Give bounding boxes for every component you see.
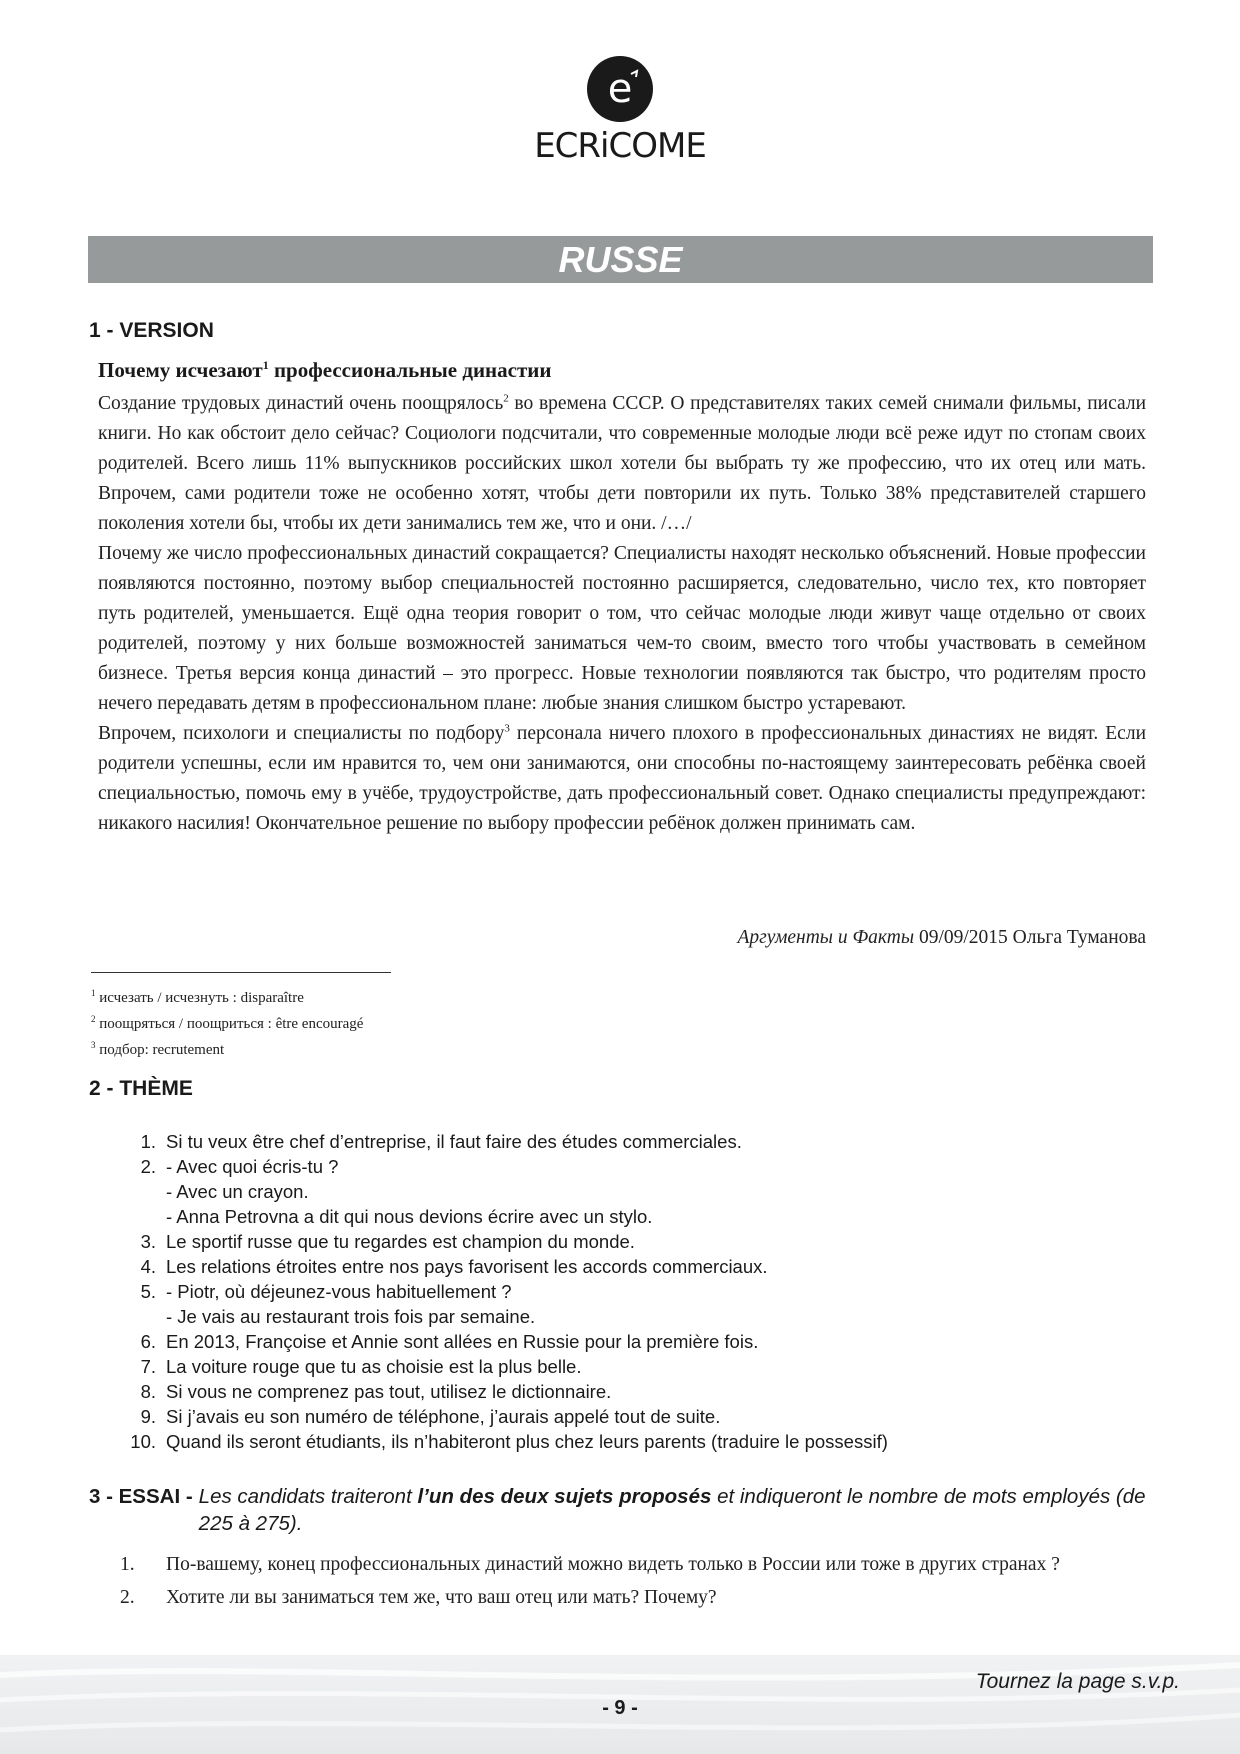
theme-item-line: En 2013, Françoise et Annie sont allées en Russie pour la première fois.: [166, 1331, 759, 1352]
theme-item-line: - Je vais au restaurant trois fois par semaine.: [166, 1306, 536, 1327]
theme-item: [120, 1379, 1020, 1404]
theme-item: [120, 1354, 1020, 1379]
footnote: $^3$ подбор: recrutement: [91, 1040, 225, 1058]
essai-instructions: Les candidats traiteront l’un des deux sujets proposés et indiqueront le nombre de mots employés (de 225 à 275).: [198, 1485, 1146, 1535]
theme-item-line: - Avec quoi écris-tu ?: [166, 1156, 339, 1177]
footnotes: [91, 983, 363, 1061]
theme-item-number: 6.: [140, 1331, 156, 1352]
source-citation: [738, 927, 1147, 949]
theme-item: [120, 1229, 1020, 1254]
footnote: $^2$ поощряться / поощриться : être encouragé: [91, 1014, 364, 1032]
theme-item: [120, 1429, 1020, 1454]
theme-item-number: 1.: [140, 1131, 156, 1152]
source-publication: Аргументы и Факты: [737, 927, 915, 948]
theme-item-number: 7.: [140, 1356, 156, 1377]
turn-page-note: Tournez la page s.v.p.: [975, 1670, 1180, 1693]
essai-topic: 2. Хотите ли вы заниматься тем же, что ваш отец или мать? Почему?: [120, 1587, 717, 1608]
theme-item-number: 3.: [140, 1231, 156, 1252]
version-title-start: Почему исчезают: [98, 358, 263, 382]
footnote-ref-3: 3: [504, 722, 510, 735]
version-paragraph: Почему же число профессиональных династий сокращается? Специалисты находят несколько объяснений. Новые профессии появляются постоянно, поэтому выбор специальностей постоянно расширяется, следовательно, число тех, кто повторяет путь родителей, уменьшается. Ещё одна теория говорит о том, что сейчас молодые люди живут чаще отдельно от своих родителей, поэтому у них больше возможностей заниматься чем-то своим, вместо того чтобы участвовать в семейном бизнесе. Третья версия конца династий – это прогресс. Новые технологии появляются так быстро, что родителям просто нечего передавать детям в профессиональном плане: любые знания слишком быстро устаревают.: [98, 543, 1146, 714]
theme-item-line: Si tu veux être chef d’entreprise, il faut faire des études commerciales.: [166, 1131, 742, 1152]
theme-item-line: Le sportif russe que tu regardes est champion du monde.: [166, 1231, 635, 1252]
subject-banner: RUSSE: [88, 236, 1153, 283]
page-number: - 9 -: [602, 1697, 638, 1719]
theme-heading: 2 - THÈME: [89, 1077, 193, 1100]
theme-item: [120, 1404, 1020, 1429]
theme-item-line: Les relations étroites entre nos pays favorisent les accords commerciaux.: [166, 1256, 768, 1277]
theme-item: [120, 1254, 1020, 1279]
theme-item-line: La voiture rouge que tu as choisie est la plus belle.: [166, 1356, 582, 1377]
theme-item-number: 5.: [140, 1281, 156, 1302]
essai-heading: 3 - ESSAI -: [89, 1485, 193, 1508]
essai-topics: [120, 1550, 1150, 1616]
footnote: $^1$ исчезать / исчезнуть : disparaître: [91, 988, 304, 1006]
theme-item: [120, 1279, 1020, 1329]
version-text: [98, 389, 1146, 839]
theme-item-line: - Avec un crayon.: [166, 1181, 309, 1202]
logo-letter: e: [607, 66, 633, 112]
essai-topic: 1. По-вашему, конец профессиональных династий можно видеть только в России или тоже в других странах ?: [120, 1554, 1060, 1575]
theme-item-number: 4.: [140, 1256, 156, 1277]
footnote-ref-1: 1: [262, 358, 269, 372]
theme-item-line: - Piotr, où déjeunez-vous habituellement ?: [166, 1281, 512, 1302]
logo-name: ECRiCOME: [534, 126, 706, 166]
source-date-author: 09/09/2015 Ольга Туманова: [914, 927, 1146, 948]
theme-item-line: Si j’avais eu son numéro de téléphone, j’aurais appelé tout de suite.: [166, 1406, 721, 1427]
theme-item-line: - Anna Petrovna a dit qui nous devions écrire avec un stylo.: [166, 1206, 653, 1227]
footnote-ref-2: 2: [503, 392, 509, 405]
version-heading: 1 - VERSION: [89, 319, 214, 342]
theme-item-number: 8.: [140, 1381, 156, 1402]
essai-section: [89, 1483, 1154, 1537]
ecricome-logo: [0, 56, 1240, 166]
logo-emblem-icon: [587, 56, 653, 122]
theme-item-number: 9.: [140, 1406, 156, 1427]
version-paragraph: Впрочем, психологи и специалисты по подбору$^3$ персонала ничего плохого в профессиональных династиях не видят. Если родители успешны, если им нравится то, чем они занимаются, они способны по-настоящему заинтересовать ребёнка своей специальностью, помочь ему в учёбе, трудоустройстве, дать профессиональный совет. Однако специалисты предупреждают: никакого насилия! Окончательное решение по выбору профессии ребёнок должен принимать сам.: [98, 722, 1146, 834]
footnote-divider: [91, 972, 391, 973]
theme-list: [120, 1129, 1020, 1454]
theme-item-number: 2.: [140, 1156, 156, 1177]
version-paragraph: Создание трудовых династий очень поощрялось$^2$ во времена СССР. О представителях таких семей снимали фильмы, писали книги. Но как обстоит дело сейчас? Социологи подсчитали, что современные молодые люди всё реже идут по стопам своих родителей. Всего лишь 11% выпускников российских школ хотели бы выбрать ту же профессию, что их отец или мать. Впрочем, сами родители тоже не особенно хотят, чтобы дети повторили их путь. Только 38% представителей старшего поколения хотели бы, чтобы их дети занимались тем же, что и они. /…/: [98, 392, 1147, 534]
theme-item: [120, 1129, 1020, 1154]
version-title-end: профессиональные династии: [268, 358, 552, 382]
theme-item-line: Quand ils seront étudiants, ils n’habiteront plus chez leurs parents (traduire le possessif): [166, 1431, 888, 1452]
version-title: [98, 358, 551, 383]
theme-item-number: 10.: [130, 1431, 156, 1452]
theme-item-line: Si vous ne comprenez pas tout, utilisez le dictionnaire.: [166, 1381, 612, 1402]
theme-item: [120, 1329, 1020, 1354]
theme-item: [120, 1154, 1020, 1229]
